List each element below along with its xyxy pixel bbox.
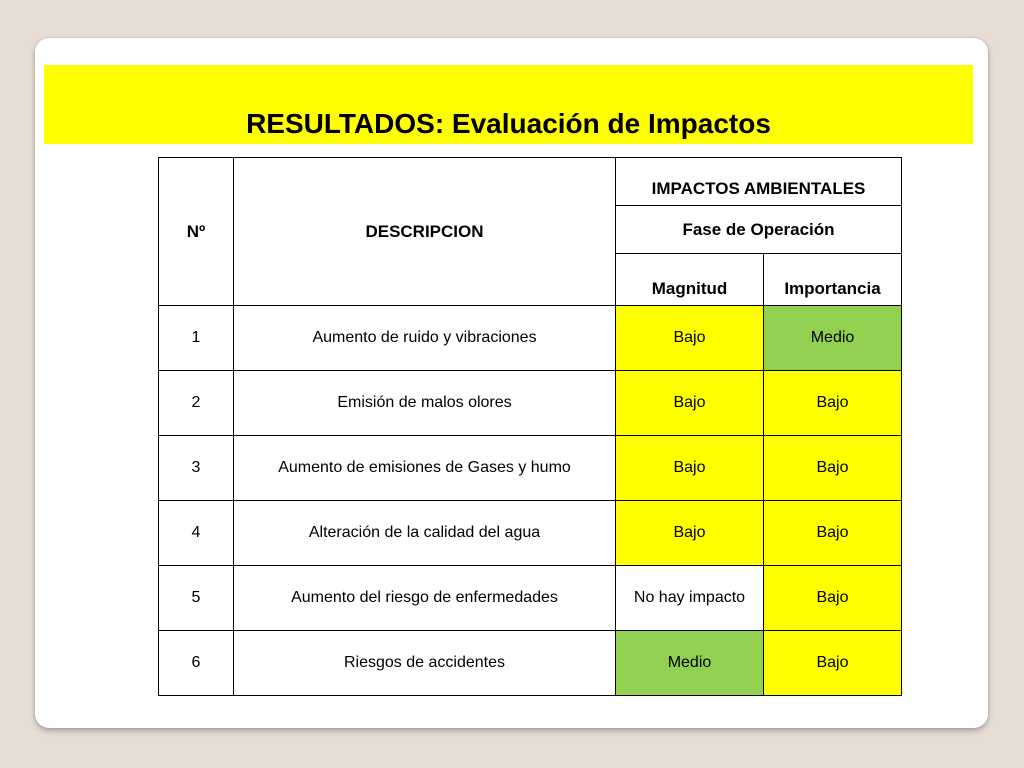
row-magnitud: Bajo	[616, 501, 764, 566]
row-importancia: Bajo	[764, 566, 902, 631]
row-num: 6	[159, 631, 234, 696]
row-importancia: Bajo	[764, 501, 902, 566]
table-row	[159, 566, 902, 631]
header-impactos-label: IMPACTOS AMBIENTALES	[651, 179, 866, 198]
row-num: 5	[159, 566, 234, 631]
row-importancia: Bajo	[764, 371, 902, 436]
header-descripcion: DESCRIPCION	[234, 158, 616, 306]
row-descripcion: Emisión de malos olores	[234, 371, 616, 436]
row-descripcion: Aumento de emisiones de Gases y humo	[234, 436, 616, 501]
header-importancia	[764, 254, 902, 306]
row-descripcion: Riesgos de accidentes	[234, 631, 616, 696]
row-num: 4	[159, 501, 234, 566]
row-magnitud: Bajo	[616, 371, 764, 436]
header-num: Nº	[159, 158, 234, 306]
row-descripcion: Aumento de ruido y vibraciones	[234, 306, 616, 371]
impact-table	[158, 157, 902, 696]
header-fase: Fase de Operación	[616, 206, 902, 254]
row-magnitud: Bajo	[616, 436, 764, 501]
header-magnitud-label: Magnitud	[651, 279, 728, 298]
header-importancia-label: Importancia	[784, 279, 881, 298]
header-magnitud	[616, 254, 764, 306]
row-num: 3	[159, 436, 234, 501]
row-num: 1	[159, 306, 234, 371]
row-magnitud: Bajo	[616, 306, 764, 371]
table-row	[159, 501, 902, 566]
row-importancia: Bajo	[764, 631, 902, 696]
table-row	[159, 371, 902, 436]
row-magnitud: Medio	[616, 631, 764, 696]
row-descripcion: Aumento del riesgo de enfermedades	[234, 566, 616, 631]
row-importancia: Medio	[764, 306, 902, 371]
row-num: 2	[159, 371, 234, 436]
table-row	[159, 436, 902, 501]
page-title: RESULTADOS: Evaluación de Impactos	[246, 108, 771, 139]
row-magnitud: No hay impacto	[616, 566, 764, 631]
table-row	[159, 631, 902, 696]
table-row	[159, 306, 902, 371]
row-descripcion: Alteración de la calidad del agua	[234, 501, 616, 566]
row-importancia: Bajo	[764, 436, 902, 501]
header-impactos	[616, 158, 902, 206]
